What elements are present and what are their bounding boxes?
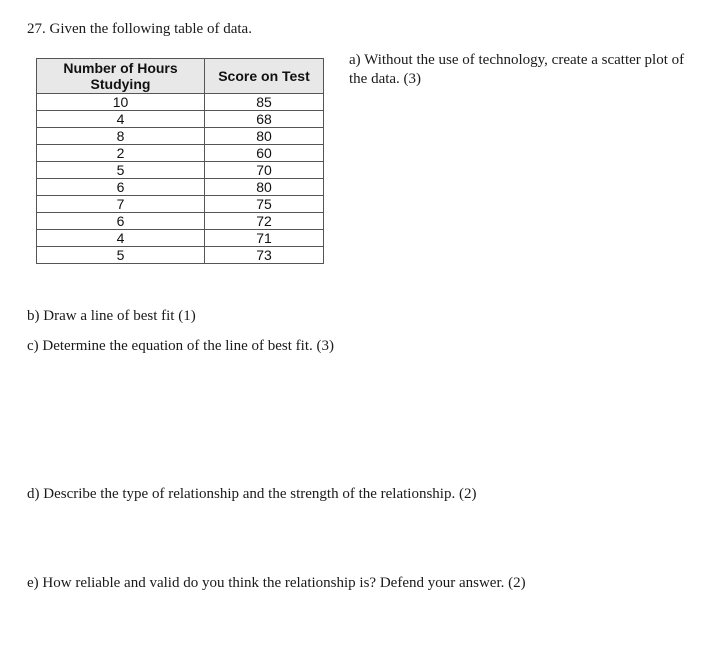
question-part-b: b) Draw a line of best fit (1): [27, 308, 196, 324]
cell-score: 80: [205, 128, 324, 145]
table-row: [37, 179, 324, 196]
table-row: [37, 230, 324, 247]
table-header-row: [37, 59, 324, 94]
cell-score: 75: [205, 196, 324, 213]
cell-hours: 7: [37, 196, 205, 213]
table-row: [37, 247, 324, 264]
question-part-c: c) Determine the equation of the line of best fit. (3): [27, 338, 334, 354]
cell-hours: 5: [37, 247, 205, 264]
cell-hours: 5: [37, 162, 205, 179]
table-row: [37, 128, 324, 145]
cell-score: 68: [205, 111, 324, 128]
cell-hours: 10: [37, 94, 205, 111]
data-table: [36, 58, 324, 264]
table-row: [37, 196, 324, 213]
table-row: [37, 213, 324, 230]
cell-score: 60: [205, 145, 324, 162]
question-title: 27. Given the following table of data.: [27, 21, 252, 37]
cell-score: 72: [205, 213, 324, 230]
cell-hours: 8: [37, 128, 205, 145]
question-part-d: d) Describe the type of relationship and the strength of the relationship. (2): [27, 486, 477, 502]
cell-score: 85: [205, 94, 324, 111]
cell-score: 80: [205, 179, 324, 196]
cell-score: 70: [205, 162, 324, 179]
table-row: [37, 162, 324, 179]
header-hours: Number of Hours Studying: [37, 59, 205, 94]
table-row: [37, 111, 324, 128]
table-row: [37, 94, 324, 111]
question-part-a: a) Without the use of technology, create a scatter plot of the data. (3): [349, 52, 685, 87]
cell-hours: 6: [37, 213, 205, 230]
cell-hours: 6: [37, 179, 205, 196]
question-part-e: e) How reliable and valid do you think the relationship is? Defend your answer. (2): [27, 575, 526, 591]
header-score: Score on Test: [205, 59, 324, 94]
cell-hours: 2: [37, 145, 205, 162]
cell-hours: 4: [37, 111, 205, 128]
table-row: [37, 145, 324, 162]
cell-hours: 4: [37, 230, 205, 247]
cell-score: 73: [205, 247, 324, 264]
cell-score: 71: [205, 230, 324, 247]
